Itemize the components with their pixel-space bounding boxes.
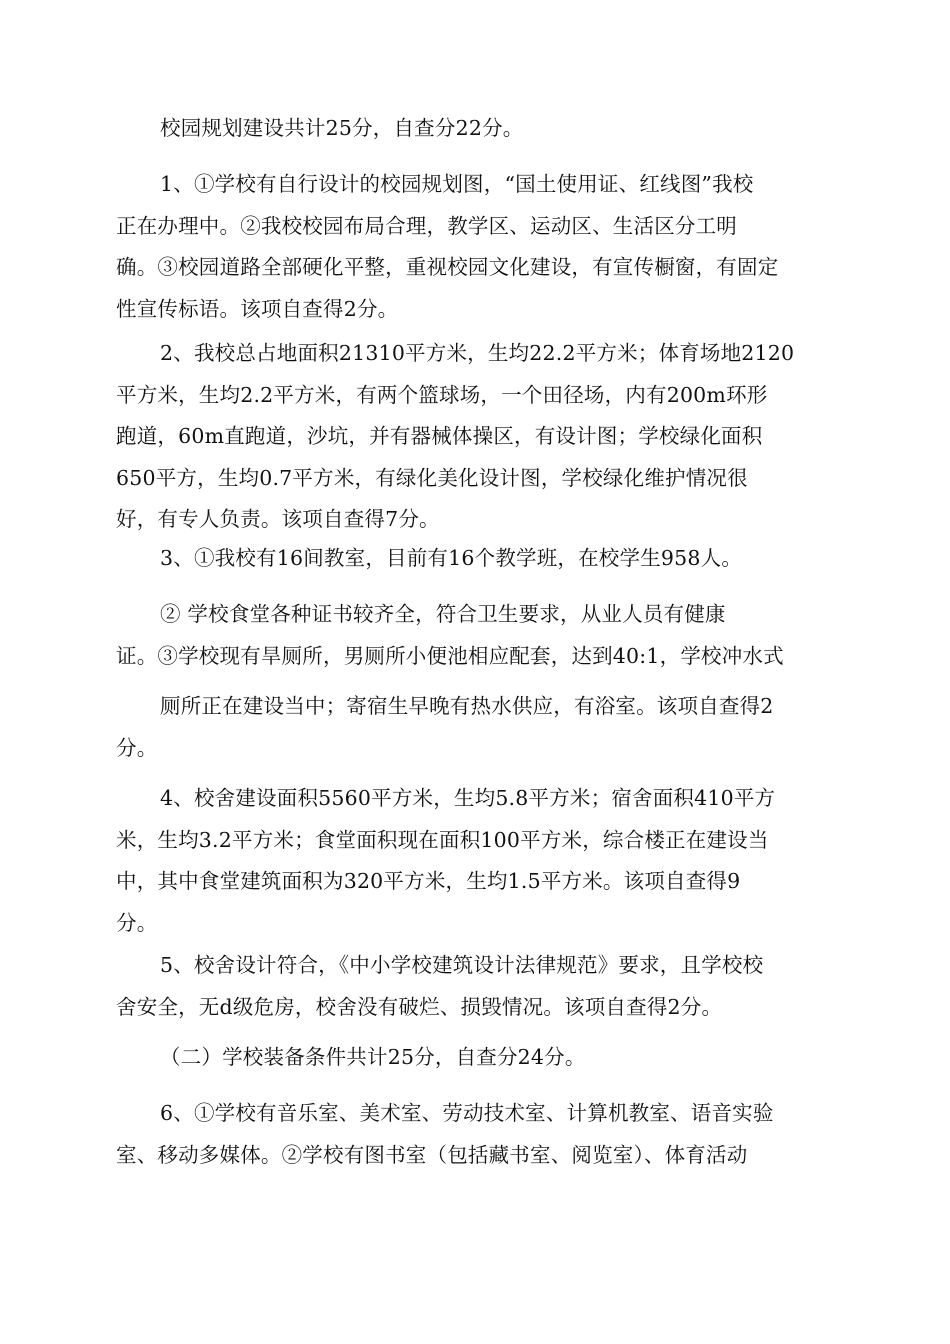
text-line: 平方米，生均2.2平方米，有两个篮球场，一个田径场，内有200m环形 — [116, 382, 768, 407]
text-line: 舍安全，无d级危房，校舍没有破烂、损毁情况。该项自查得2分。 — [116, 994, 723, 1019]
text-line: 性宣传标语。该项自查得2分。 — [116, 296, 399, 321]
text-line: 证。③学校现有旱厕所，男厕所小便池相应配套，达到40:1，学校冲水式 — [116, 643, 784, 668]
text-line: 中，其中食堂建筑面积为320平方米，生均1.5平方米。该项自查得9 — [116, 869, 741, 893]
text-line: （二）学校装备条件共计25分，自查分24分。 — [160, 1045, 586, 1069]
paragraph-item-2 — [116, 333, 836, 541]
text-line: 确。③校园道路全部硬化平整，重视校园文化建设，有宣传橱窗，有固定 — [116, 255, 779, 279]
paragraph-item-1 — [116, 164, 836, 330]
text-line: 校园规划建设共计25分，自查分22分。 — [160, 116, 524, 140]
text-line: 3、①我校有16间教室，目前有16个教学班，在校学生958人。 — [160, 546, 743, 570]
text-line: 1、①学校有自行设计的校园规划图，“国土使用证、红线图”我校 — [160, 172, 754, 196]
paragraph-item-4 — [116, 778, 836, 944]
text-line: 分。 — [116, 910, 158, 935]
paragraph-item-6 — [116, 1093, 836, 1176]
paragraph-campus-planning-summary — [116, 108, 836, 150]
paragraph-toilet-construction — [116, 686, 836, 769]
text-line: 5、校舍设计符合，《中小学校建筑设计法律规范》要求，且学校校 — [160, 953, 764, 977]
text-line: 2、我校总占地面积21310平方米，生均22.2平方米；体育场地2120 — [160, 341, 795, 365]
text-line: 跑道，60m直跑道，沙坑，并有器械体操区，有设计图；学校绿化面积 — [116, 424, 763, 448]
text-line: 厕所正在建设当中；寄宿生早晚有热水供应，有浴室。该项自查得2 — [160, 694, 774, 718]
paragraph-item-3 — [116, 538, 836, 580]
paragraph-item-5 — [116, 945, 836, 1028]
text-line: 650平方，生均0.7平方米，有绿化美化设计图，学校绿化维护情况很 — [116, 465, 748, 490]
text-line: 好，有专人负责。该项自查得7分。 — [116, 507, 440, 531]
paragraph-canteen-toilet — [116, 594, 836, 677]
text-line: 6、①学校有音乐室、美术室、劳动技术室、计算机教室、语音实验 — [160, 1101, 774, 1125]
text-line: 分。 — [116, 735, 158, 760]
paragraph-section-2-heading — [116, 1037, 836, 1079]
text-line: 4、校舍建设面积5560平方米，生均5.8平方米；宿舍面积410平方 — [160, 786, 776, 810]
text-line: 正在办理中。②我校校园布局合理，教学区、运动区、生活区分工明 — [116, 213, 737, 238]
text-line: 室、移动多媒体。②学校有图书室（包括藏书室、阅览室）、体育活动 — [116, 1142, 748, 1167]
text-line: ② 学校食堂各种证书较齐全，符合卫生要求，从业人员有健康 — [160, 602, 726, 626]
text-line: 米，生均3.2平方米；食堂面积现在面积100平方米，综合楼正在建设当 — [116, 827, 769, 852]
